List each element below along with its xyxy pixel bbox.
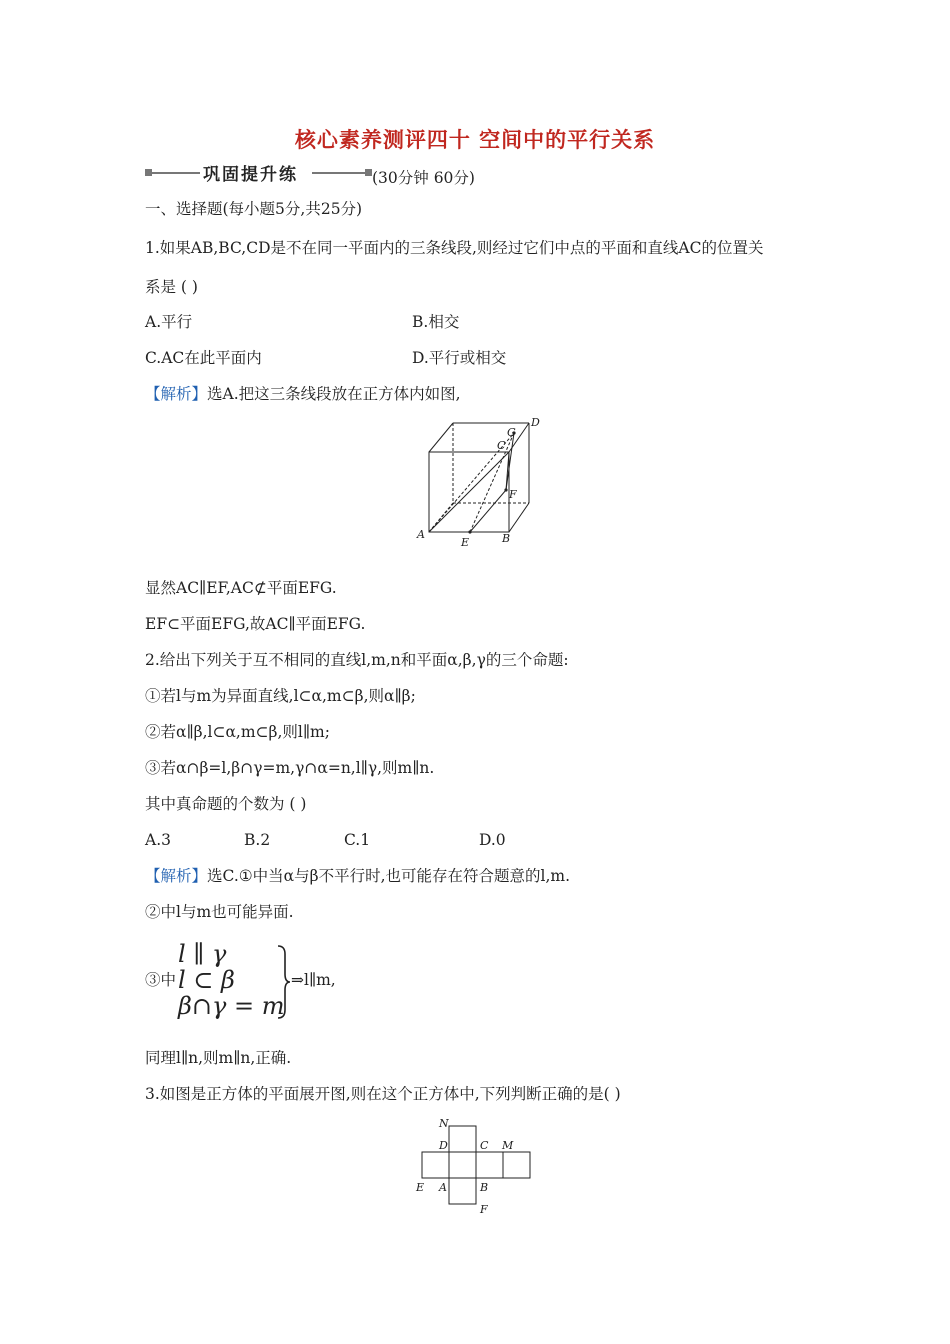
- q1-stem-line1: 1.如果AB,BC,CD是不在同一平面内的三条线段,则经过它们中点的平面和直线AC的位置关: [145, 239, 764, 257]
- net-square: [449, 1152, 476, 1178]
- label-b: B: [480, 1181, 489, 1194]
- page-title: 核心素养测评四十 空间中的平行关系: [294, 128, 656, 152]
- net-square: [449, 1178, 476, 1204]
- label-n: N: [439, 1117, 449, 1130]
- section-divider-left: [152, 172, 200, 174]
- label-d: D: [439, 1139, 448, 1152]
- section-time: (30分钟 60分): [372, 169, 475, 187]
- net-square: [449, 1126, 476, 1152]
- solution-tag: 【解析】: [145, 867, 208, 885]
- q2-proposition-3: ③若α∩β=l,β∩γ=m,γ∩α=n,l∥γ,则m∥n.: [145, 759, 435, 777]
- label-c: C: [497, 439, 506, 452]
- q1-stem-line2: 系是 ( ): [145, 278, 198, 296]
- q2-option-c: C.1: [344, 831, 371, 849]
- section-divider-dot: [145, 169, 152, 176]
- q2-solution-line2: ②中l与m也可能异面.: [145, 903, 294, 921]
- q2-stem: 2.给出下列关于互不相同的直线l,m,n和平面α,β,γ的三个命题:: [145, 651, 569, 669]
- q3-stem: 3.如图是正方体的平面展开图,则在这个正方体中,下列判断正确的是( ): [145, 1085, 621, 1103]
- q2-proposition-2: ②若α∥β,l⊂α,m⊂β,则l∥m;: [145, 723, 330, 741]
- label-m: M: [502, 1139, 514, 1152]
- cube-figure: [410, 414, 545, 549]
- right-brace: [276, 944, 292, 1020]
- label-a: A: [439, 1181, 447, 1194]
- q1-solution-line1: 【解析】选A.把这三条线段放在正方体内如图,: [145, 385, 461, 403]
- label-e: E: [416, 1181, 425, 1194]
- q2-solution-line3-prefix: ③中: [145, 971, 177, 989]
- q2-option-a: A.3: [145, 831, 171, 849]
- q2-solution-line3-suffix: ⇒l∥m,: [291, 971, 336, 989]
- label-a: A: [417, 528, 425, 541]
- solution-tag: 【解析】: [145, 385, 208, 403]
- system-line-3: β∩γ = m: [178, 992, 285, 1020]
- q1-option-c: C.AC在此平面内: [145, 349, 262, 367]
- q2-option-d: D.0: [479, 831, 506, 849]
- section-divider-dot: [365, 169, 372, 176]
- q2-solution-line1: 【解析】选C.①中当α与β不平行时,也可能存在符合题意的l,m.: [145, 867, 571, 885]
- system-line-2: l ⊂ β: [178, 966, 235, 994]
- net-square: [422, 1152, 449, 1178]
- label-g: G: [507, 426, 516, 439]
- q1-option-a: A.平行: [145, 313, 193, 331]
- q1-solution-line2: 显然AC∥EF,AC⊄平面EFG.: [145, 579, 337, 597]
- net-square: [503, 1152, 530, 1178]
- cube-net-figure: [410, 1115, 540, 1220]
- label-d: D: [531, 416, 540, 429]
- q1-option-b: B.相交: [412, 313, 460, 331]
- label-c: C: [480, 1139, 489, 1152]
- part-heading: 一、选择题(每小题5分,共25分): [145, 200, 363, 218]
- system-line-1: l ∥ γ: [178, 940, 227, 968]
- q2-proposition-1: ①若l与m为异面直线,l⊂α,m⊂β,则α∥β;: [145, 687, 416, 705]
- section-divider-right: [312, 172, 368, 174]
- label-e: E: [461, 536, 470, 549]
- q2-option-b: B.2: [244, 831, 271, 849]
- segment-ac: [429, 452, 509, 532]
- label-b: B: [502, 532, 511, 545]
- q1-solution-line3: EF⊂平面EFG,故AC∥平面EFG.: [145, 615, 366, 633]
- q1-option-d: D.平行或相交: [412, 349, 507, 367]
- label-f: F: [509, 488, 517, 501]
- q2-solution-line4: 同理l∥n,则m∥n,正确.: [145, 1049, 292, 1067]
- section-label: 巩固提升练: [203, 165, 298, 185]
- q2-question: 其中真命题的个数为 ( ): [145, 795, 307, 813]
- label-f: F: [480, 1203, 488, 1216]
- net-square: [476, 1152, 503, 1178]
